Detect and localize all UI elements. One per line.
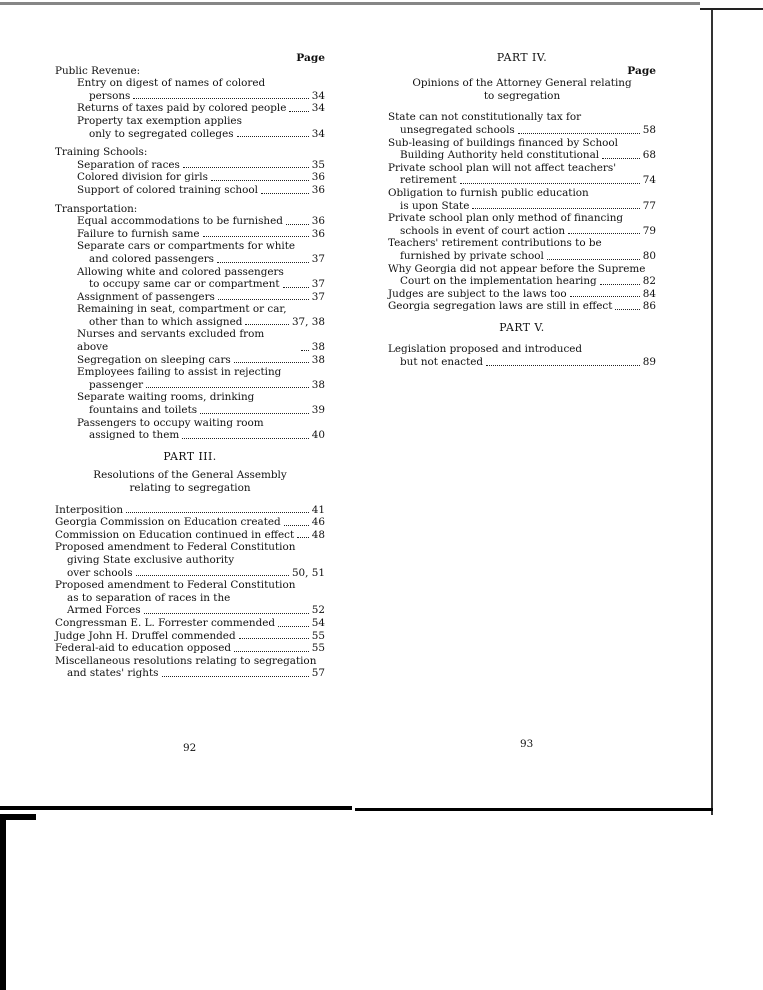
scan-edge-right: [711, 10, 713, 815]
toc-entry: [55, 354, 325, 367]
toc-entry-text: Federal-aid to education opposed: [55, 642, 231, 655]
section-entries: [55, 77, 325, 140]
toc-entry-line: Miscellaneous resolutions relating to segregation: [55, 654, 317, 667]
toc-entry-text: assigned to them: [89, 429, 180, 442]
toc-entry-line: as to separation of races in the: [67, 591, 231, 604]
toc-entry-line: [55, 102, 325, 115]
toc-entry-line: Obligation to furnish public education: [388, 186, 589, 199]
page-column-header: Page: [627, 64, 656, 77]
part-subtitle: Resolutions of the General Assembly: [93, 469, 287, 482]
toc-entry: [55, 642, 325, 655]
toc-entry: [55, 579, 325, 617]
toc-entry-line: Proposed amendment to Federal Constitution: [55, 541, 296, 554]
section-heading: Public Revenue:: [55, 64, 141, 77]
toc-entry-line: State can not constitutionally tax for: [388, 111, 582, 124]
left-sections: [55, 65, 325, 442]
toc-entry: [55, 366, 325, 391]
toc-entry: [55, 115, 325, 140]
toc-entry-line: [55, 379, 325, 392]
toc-page-number: 54: [311, 616, 325, 629]
toc-page-number: 89: [642, 356, 656, 369]
toc-page-number: 77: [642, 199, 656, 212]
toc-entry-text: Interposition: [55, 503, 124, 516]
toc-entry-line: [55, 529, 325, 542]
dot-leader: [301, 350, 309, 351]
dot-leader: [237, 136, 309, 137]
toc-page-number: 41: [311, 503, 325, 516]
toc-entry-line: [55, 278, 325, 291]
toc-entry-line: [55, 316, 325, 329]
dot-leader: [234, 651, 309, 652]
toc-page-number: 35: [311, 158, 325, 171]
toc-entry: [388, 162, 656, 187]
dot-leader: [286, 224, 309, 225]
toc-page-number: 39: [311, 404, 325, 417]
dot-leader: [144, 613, 309, 614]
dot-leader: [284, 525, 309, 526]
part5-entries: [388, 343, 656, 368]
toc-entry-text: other than to which assigned: [89, 315, 243, 328]
toc-entry-text: Support of colored training school: [77, 183, 258, 196]
toc-entry-line: [388, 225, 656, 238]
dot-leader: [289, 111, 308, 112]
toc-page-number: 55: [311, 642, 325, 655]
toc-entry-line: [388, 356, 656, 369]
toc-page-number: 68: [642, 149, 656, 162]
scan-edge-top-right: [700, 8, 763, 10]
dot-leader: [297, 537, 309, 538]
toc-entry-line: [55, 504, 325, 517]
toc-entry-line: [55, 328, 325, 353]
toc-entry: [55, 266, 325, 291]
dot-leader: [602, 158, 640, 159]
scan-edge-bottom-left: [0, 806, 352, 810]
toc-entry-text: but not enacted: [400, 356, 484, 369]
toc-entry-line: Allowing white and colored passengers: [77, 265, 284, 278]
toc-page-number: 57: [311, 667, 325, 680]
part-subtitle: to segregation: [483, 89, 561, 102]
toc-entry: [388, 212, 656, 237]
toc-entry-text: Georgia Commission on Education created: [55, 516, 281, 529]
toc-entry-text: and states' rights: [67, 667, 159, 680]
toc-entry: [388, 288, 656, 301]
toc-entry-line: [388, 174, 656, 187]
toc-entry: [55, 541, 325, 579]
section-heading: Training Schools:: [55, 146, 148, 159]
dot-leader: [182, 438, 309, 439]
toc-entry-text: to occupy same car or compartment: [89, 278, 280, 291]
toc-page-number: 46: [311, 516, 325, 529]
toc-page-number: 84: [642, 287, 656, 300]
toc-entry-line: [55, 429, 325, 442]
toc-entry: [55, 184, 325, 197]
dot-leader: [146, 387, 309, 388]
toc-entry-line: [388, 200, 656, 213]
dot-leader: [239, 638, 309, 639]
part-subtitle: Opinions of the Attorney General relating: [412, 77, 632, 90]
toc-entry: [55, 228, 325, 241]
toc-page-number: 38: [311, 378, 325, 391]
toc-entry-line: [55, 215, 325, 228]
toc-entry-line: Passengers to occupy waiting room: [77, 416, 264, 429]
dot-leader: [234, 362, 309, 363]
toc-page-number: 74: [642, 174, 656, 187]
toc-entry-line: [388, 275, 656, 288]
toc-entry-line: Private school plan will not affect teachers': [388, 161, 617, 174]
toc-entry-line: [388, 250, 656, 263]
toc-entry-line: Legislation proposed and introduced: [388, 343, 583, 356]
toc-entry-line: Teachers' retirement contributions to be: [388, 237, 602, 250]
toc-entry: [55, 77, 325, 102]
toc-page-number: 34: [311, 102, 325, 115]
toc-entry: [55, 215, 325, 228]
toc-page-number: 79: [642, 224, 656, 237]
scan-edge-left: [0, 814, 6, 990]
left-page-column: [55, 52, 325, 680]
part3-entries: [55, 504, 325, 680]
toc-entry-text: Assignment of passengers: [77, 290, 215, 303]
toc-entry: [55, 617, 325, 630]
toc-entry: [55, 630, 325, 643]
toc-entry: [55, 504, 325, 517]
toc-entry: [388, 187, 656, 212]
toc-entry-text: only to segregated colleges: [89, 127, 234, 140]
toc-page-number: 36: [311, 227, 325, 240]
toc-entry-text: fountains and toilets: [89, 404, 198, 417]
toc-entry-text: Judge John H. Druffel commended: [55, 629, 236, 642]
toc-entry-text: furnished by private school: [400, 249, 544, 262]
section-entries: [55, 215, 325, 442]
toc-entry-line: [55, 228, 325, 241]
toc-page-number: 55: [311, 629, 325, 642]
right-page-column: [388, 52, 656, 369]
dot-leader: [218, 299, 309, 300]
toc-page-number: 48: [311, 528, 325, 541]
toc-entry-line: Remaining in seat, compartment or car,: [77, 303, 287, 316]
toc-entry: [388, 111, 656, 136]
toc-entry: [55, 391, 325, 416]
toc-page-number: 86: [642, 300, 656, 313]
toc-entry: [55, 102, 325, 115]
toc-entry-line: [55, 617, 325, 630]
toc-entry-text: Failure to furnish same: [77, 227, 200, 240]
toc-entry-text: Building Authority held constitutional: [400, 149, 600, 162]
toc-entry-text: Congressman E. L. Forrester commended: [55, 616, 276, 629]
scan-edge-top: [0, 2, 700, 5]
toc-entry-text: Georgia segregation laws are still in effect: [388, 300, 613, 313]
scan-edge-bottom-right: [355, 808, 713, 811]
toc-entry: [388, 343, 656, 368]
dot-leader: [278, 626, 309, 627]
dot-leader: [486, 365, 640, 366]
toc-entry: [388, 137, 656, 162]
toc-entry-line: [55, 404, 325, 417]
section-entries: [55, 159, 325, 197]
toc-entry-text: schools in event of court action: [400, 224, 566, 237]
dot-leader: [472, 208, 639, 209]
toc-entry: [55, 417, 325, 442]
toc-entry-text: Colored division for girls: [77, 171, 208, 184]
dot-leader: [245, 324, 289, 325]
page-number: 93: [520, 738, 534, 750]
dot-leader: [615, 309, 639, 310]
toc-page-number: 80: [642, 249, 656, 262]
toc-entry: [388, 263, 656, 288]
toc-entry-text: passenger: [89, 378, 144, 391]
toc-entry-text: over schools: [67, 566, 133, 579]
toc-entry-line: Sub-leasing of buildings financed by School: [388, 136, 619, 149]
dot-leader: [211, 180, 309, 181]
toc-entry-text: Commission on Education continued in effect: [55, 528, 295, 541]
toc-entry-line: [55, 630, 325, 643]
toc-entry-text: Court on the implementation hearing: [400, 275, 597, 288]
toc-entry-text: persons: [89, 89, 131, 102]
toc-entry-line: [55, 90, 325, 103]
toc-entry: [388, 300, 656, 313]
dot-leader: [217, 262, 309, 263]
toc-entry-line: [55, 128, 325, 141]
toc-page-number: 82: [642, 275, 656, 288]
toc-entry: [55, 516, 325, 529]
toc-page-number: 58: [642, 123, 656, 136]
toc-entry-text: Separation of races: [77, 158, 180, 171]
toc-entry-line: [55, 604, 325, 617]
toc-entry-line: Separate cars or compartments for white: [77, 240, 296, 253]
toc-entry: [55, 655, 325, 680]
dot-leader: [133, 98, 308, 99]
toc-page-number: 34: [311, 127, 325, 140]
toc-entry-line: [388, 124, 656, 137]
dot-leader: [261, 193, 309, 194]
toc-entry-line: Why Georgia did not appear before the Supreme: [388, 262, 646, 275]
toc-entry-line: Private school plan only method of financing: [388, 212, 624, 225]
toc-entry-text: Returns of taxes paid by colored people: [77, 102, 287, 115]
toc-entry-text: Equal accommodations to be furnished: [77, 215, 283, 228]
toc-entry-line: [388, 288, 656, 301]
part-subtitle: relating to segregation: [129, 482, 251, 494]
toc-entry-line: [55, 567, 325, 580]
part-title: PART III.: [163, 449, 217, 463]
toc-page-number: 36: [311, 215, 325, 228]
scan-edge-corner: [6, 814, 36, 820]
section-heading: Transportation:: [55, 202, 138, 215]
dot-leader: [283, 287, 309, 288]
toc-entry: [55, 291, 325, 304]
toc-page-number: 36: [311, 171, 325, 184]
toc-entry-text: is upon State: [400, 199, 470, 212]
toc-entry-line: Property tax exemption applies: [77, 114, 242, 127]
toc-entry: [55, 303, 325, 328]
toc-page-number: 37, 38: [291, 315, 325, 328]
page-number: 92: [183, 742, 197, 754]
toc-entry: [55, 171, 325, 184]
dot-leader: [570, 296, 640, 297]
toc-entry-line: [55, 354, 325, 367]
dot-leader: [183, 167, 309, 168]
toc-page-number: 37: [311, 252, 325, 265]
dot-leader: [126, 512, 309, 513]
toc-page-number: 38: [311, 341, 325, 354]
toc-entry-line: [55, 516, 325, 529]
toc-page-number: 37: [311, 278, 325, 291]
toc-entry-line: [388, 149, 656, 162]
toc-entry-text: Judges are subject to the laws too: [388, 287, 567, 300]
dot-leader: [162, 676, 309, 677]
toc-entry-line: [55, 291, 325, 304]
dot-leader: [547, 259, 640, 260]
toc-entry-line: Separate waiting rooms, drinking: [77, 391, 255, 404]
toc-entry: [55, 328, 325, 353]
toc-page-number: 40: [311, 429, 325, 442]
toc-entry-line: [55, 642, 325, 655]
toc-entry: [55, 529, 325, 542]
toc-page-number: 34: [311, 89, 325, 102]
toc-page-number: 38: [311, 353, 325, 366]
toc-page-number: 52: [311, 604, 325, 617]
page-column-header: Page: [296, 52, 325, 64]
toc-entry-text: Armed Forces: [67, 604, 141, 617]
toc-entry-line: [55, 171, 325, 184]
part-title: PART IV.: [496, 51, 548, 64]
toc-entry-text: unsegregated schools: [400, 123, 515, 136]
dot-leader: [600, 284, 640, 285]
dot-leader: [568, 233, 640, 234]
toc-entry-text: Nurses and servants excluded from above: [77, 328, 265, 354]
dot-leader: [460, 183, 640, 184]
toc-page-number: 50, 51: [291, 566, 325, 579]
toc-entry-line: Proposed amendment to Federal Constitution: [55, 579, 296, 592]
dot-leader: [518, 133, 640, 134]
toc-entry-line: Entry on digest of names of colored: [77, 77, 266, 90]
part-title: PART V.: [499, 320, 545, 334]
part4-entries: [388, 111, 656, 313]
toc-entry-line: [55, 253, 325, 266]
toc-entry-line: [388, 300, 656, 313]
dot-leader: [200, 413, 309, 414]
toc-entry-text: and colored passengers: [89, 252, 215, 265]
dot-leader: [136, 575, 289, 576]
toc-entry: [55, 159, 325, 172]
toc-page-number: 37: [311, 290, 325, 303]
toc-entry-text: retirement: [400, 174, 457, 187]
toc-page-number: 36: [311, 183, 325, 196]
toc-entry-text: Segregation on sleeping cars: [77, 353, 231, 366]
toc-entry-line: Employees failing to assist in rejecting: [77, 366, 282, 379]
toc-entry: [55, 240, 325, 265]
toc-entry: [388, 237, 656, 262]
toc-entry-line: [55, 667, 325, 680]
toc-entry-line: [55, 184, 325, 197]
toc-entry-line: [55, 159, 325, 172]
dot-leader: [203, 236, 309, 237]
toc-entry-line: giving State exclusive authority: [67, 553, 235, 566]
